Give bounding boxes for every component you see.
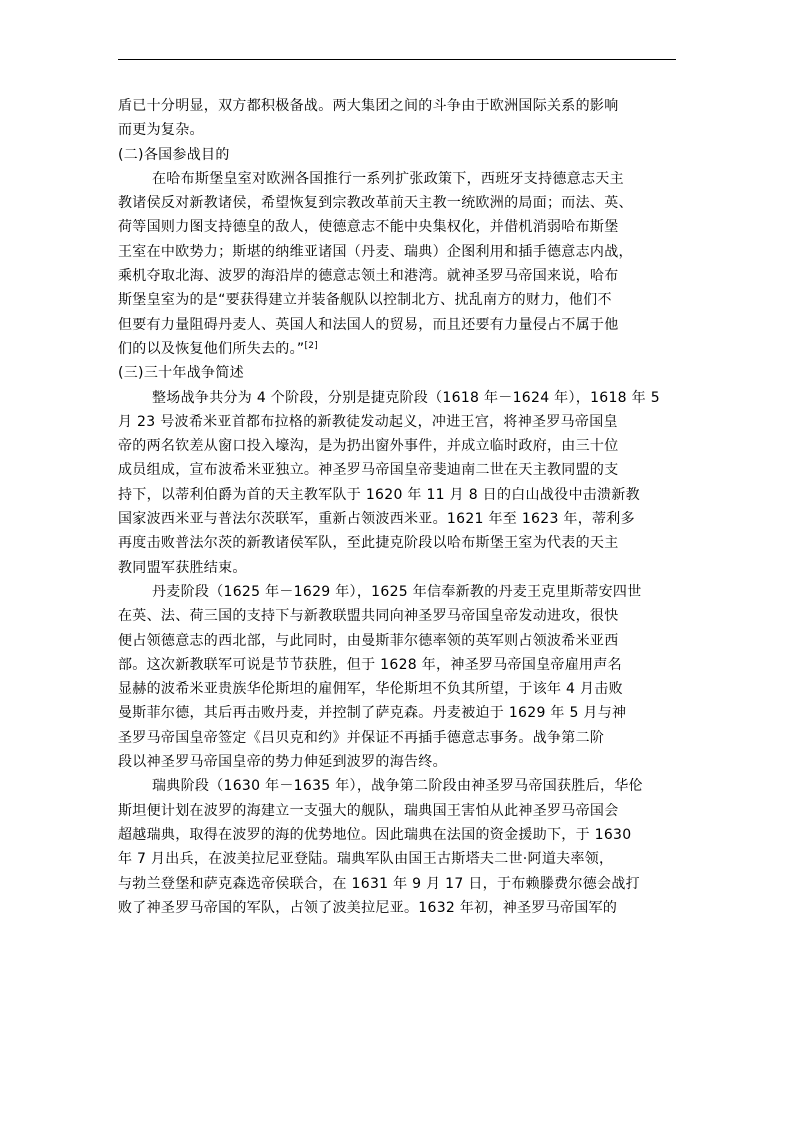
section-heading: (二)各国参战目的: [118, 146, 230, 163]
text-line: 段以神圣罗马帝国皇帝的势力伸延到波罗的海告终。: [118, 754, 447, 771]
text-line-with-citation: [118, 337, 678, 361]
text-line: 斯堡皇室为的是“要获得建立并装备舰队以控制北方、扰乱南方的财力，他们不: [118, 292, 612, 309]
text-line: 败了神圣罗马帝国的军队，占领了波美拉尼亚。1632 年初，神圣罗马帝国军的: [118, 899, 618, 916]
text-line: 显赫的波希米亚贵族华伦斯坦的雇佣军，华伦斯坦不负其所望，于该年 4 月击败: [118, 681, 623, 698]
section-heading: (三)三十年战争简述: [118, 365, 244, 382]
text-line: 王室在中欧势力；斯堪的纳维亚诸国（丹麦、瑞典）企图利用和插手德意志内战，: [118, 243, 633, 260]
text-line: 成员组成，宣布波希米亚独立。神圣罗马帝国皇帝斐迪南二世在天主教同盟的支: [118, 462, 619, 479]
text-line: 在英、法、荷三国的支持下与新教联盟共同向神圣罗马帝国皇帝发动进攻，很快: [118, 608, 619, 625]
citation-reference[interactable]: [2]: [304, 340, 319, 351]
text-line: 瑞典阶段（1630 年－1635 年），战争第二阶段由神圣罗马帝国获胜后，华伦: [152, 778, 643, 795]
text-line: 教同盟军获胜结束。: [118, 559, 247, 576]
text-line: 而更为复杂。: [118, 122, 204, 139]
text-line: 帝的两名钦差从窗口投入壕沟，是为扔出窗外事件，并成立临时政府，由三十位: [118, 438, 619, 455]
text-line: 圣罗马帝国皇帝签定《吕贝克和约》并保证不再插手德意志事务。战争第二阶: [118, 729, 605, 746]
text-line: 月 23 号波希米亚首都布拉格的新教徒发动起义，冲进王宫，将神圣罗马帝国皇: [118, 413, 618, 430]
text-line: 盾已十分明显，双方都积极备战。两大集团之间的斗争由于欧洲国际关系的影响: [118, 98, 619, 114]
text-line: 国家波西米亚与普法尔茨联军，重新占领波西米亚。1621 年至 1623 年，蒂利多: [118, 511, 635, 528]
text-line: 乘机夺取北海、波罗的海沿岸的德意志领土和港湾。就神圣罗马帝国来说，哈布: [118, 268, 619, 285]
text-line: 部。这次新教联军可说是节节获胜，但于 1628 年，神圣罗马帝国皇帝雇用声名: [118, 656, 622, 673]
text-line: 们的以及恢复他们所失去的。”: [118, 340, 305, 357]
text-line: 持下，以蒂利伯爵为首的天主教军队于 1620 年 11 月 8 日的白山战役中击溃新教: [118, 486, 640, 503]
text-line: 教诸侯反对新教诸侯，希望恢复到宗教改革前天主教一统欧洲的局面；而法、英、: [118, 195, 633, 212]
text-line: 荷等国则力图支持德皇的敌人，使德意志不能中央集权化，并借机消弱哈布斯堡: [118, 219, 619, 236]
text-line: 但要有力量阻碍丹麦人、英国人和法国人的贸易，而且还要有力量侵占不属于他: [118, 316, 619, 333]
text-line: 斯坦便计划在波罗的海建立一支强大的舰队，瑞典国王害怕从此神圣罗马帝国会: [118, 802, 619, 819]
text-line: 再度击败普法尔茨的新教诸侯军队，至此捷克阶段以哈布斯堡王室为代表的天主: [118, 535, 619, 552]
header-rule: [118, 59, 676, 60]
text-line: 整场战争共分为 4 个阶段，分别是捷克阶段（1618 年－1624 年），1618 年 5: [152, 389, 660, 406]
text-line: 在哈布斯堡皇室对欧洲各国推行一系列扩张政策下，西班牙支持德意志天主: [152, 170, 624, 187]
document-body: [118, 94, 678, 920]
text-line: 年 7 月出兵，在波美拉尼亚登陆。瑞典军队由国王古斯塔夫二世·阿道夫率领，: [118, 851, 614, 868]
text-line: 丹麦阶段（1625 年－1629 年），1625 年信奉新教的丹麦王克里斯蒂安四世: [152, 583, 642, 600]
text-line: 曼斯菲尔德，其后再击败丹麦，并控制了萨克森。丹麦被迫于 1629 年 5 月与神: [118, 705, 627, 722]
text-line: 便占领德意志的西北部，与此同时，由曼斯菲尔德率领的英军则占领波希米亚西: [118, 632, 619, 649]
text-line: 与勃兰登堡和萨克森选帝侯联合，在 1631 年 9 月 17 日，于布赖滕费尔德会战打: [118, 875, 640, 892]
text-line: 超越瑞典，取得在波罗的海的优势地位。因此瑞典在法国的资金援助下，于 1630: [118, 826, 632, 843]
